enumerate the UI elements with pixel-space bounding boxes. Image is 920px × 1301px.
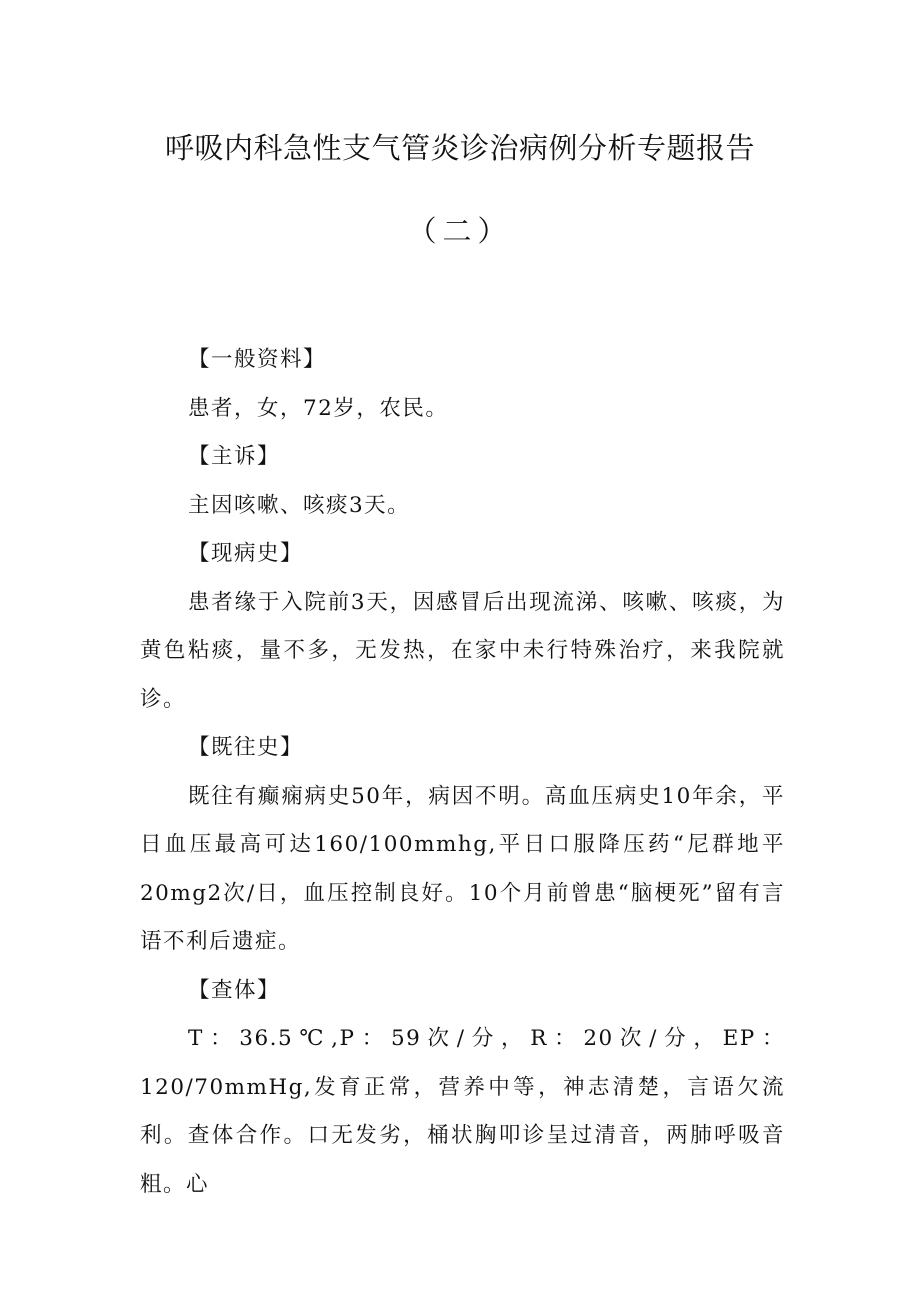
section-heading-present-illness: 【现病史】 <box>188 541 304 566</box>
section-body-chief-complaint: 主因咳嗽、咳痰3天。 <box>188 492 411 518</box>
section-heading-past-history: 【既往史】 <box>188 735 304 760</box>
section-body-present-illness: 患者缘于入院前3天，因感冒后出现流涕、咳嗽、咳痰，为黄色粘痰，量不多，无发热，在家中未行特殊治疗，来我院就诊。 <box>140 589 785 712</box>
section-body-past-history: 既往有癫痫病史50年，病因不明。高血压病史10年余，平日血压最高可达160/100mmhg,平日口服降压药“尼群地平20mg2次/日，血压控制良好。10个月前曾患“脑梗死”留有言语不利后遗症。 <box>140 783 785 954</box>
document-subtitle: （二） <box>407 214 513 248</box>
document-title: 呼吸内科急性支气管炎诊治病例分析专题报告 <box>164 131 755 165</box>
document-body <box>140 336 785 1209</box>
section-heading-physical-exam: 【查体】 <box>188 977 281 1003</box>
section-body-physical-exam: T：36.5℃,P：59次/分，R：20次/分，EP：120/70mmHg,发育正常，营养中等，神志清楚，言语欠流利。查体合作。口无发劣，桶状胸叩诊呈过清音，两肺呼吸音粗。心 <box>140 1026 785 1197</box>
section-heading-chief-complaint: 【主诉】 <box>188 444 281 469</box>
section-heading-general-info: 【一般资料】 <box>188 347 327 372</box>
section-body-general-info: 患者，女，72岁，农民。 <box>188 395 449 421</box>
